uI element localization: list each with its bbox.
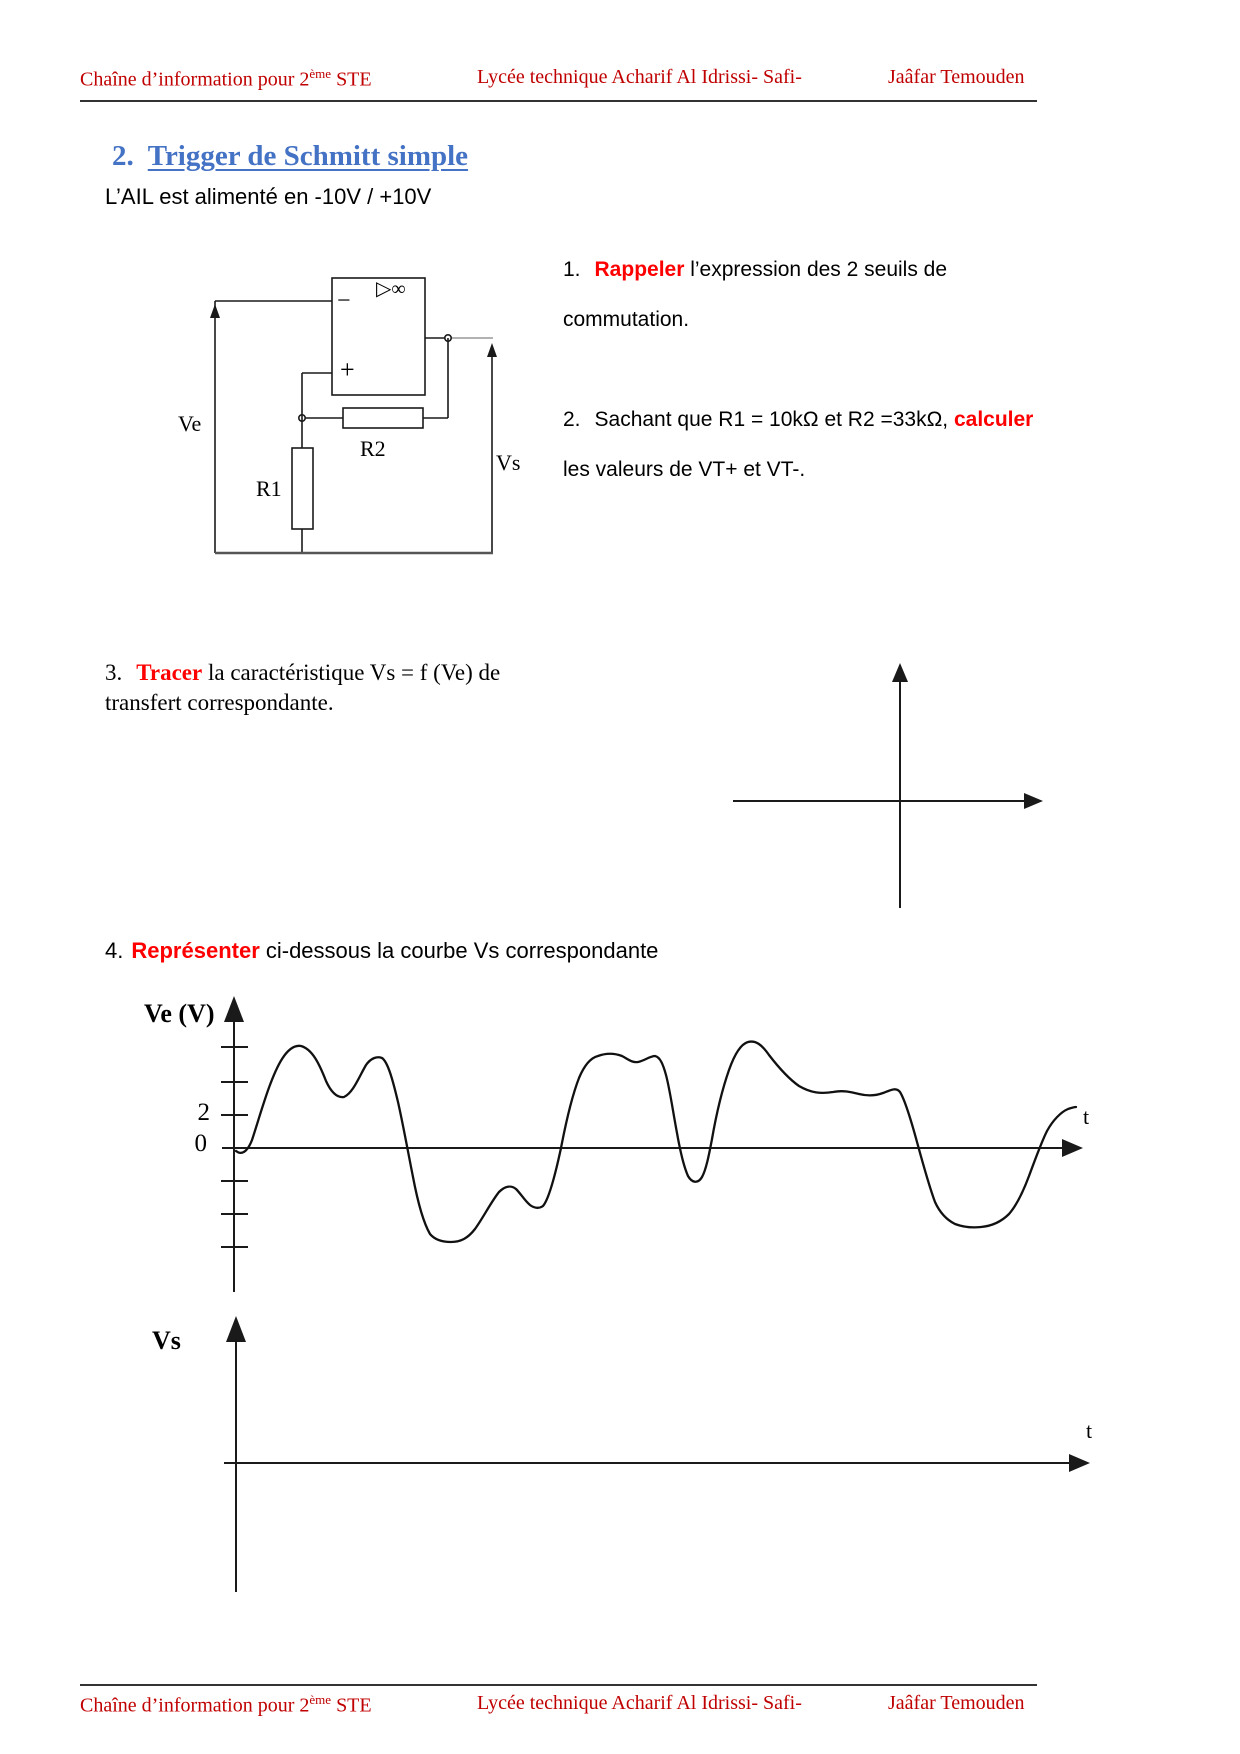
- question-2-line-1: [563, 408, 1033, 432]
- question-1-number: 1.: [563, 258, 581, 281]
- resistor-r2: [343, 408, 423, 428]
- footer-left-sup: ème: [309, 1692, 332, 1707]
- question-3-keyword: Tracer: [136, 660, 203, 685]
- opamp-circuit-diagram: [210, 278, 497, 553]
- vs-y-arrowhead: [226, 1316, 246, 1342]
- question-1-text: l’expression des 2 seuils de: [684, 258, 948, 281]
- r1-label: R1: [256, 476, 282, 501]
- header-left-main: Chaîne d’information pour 2: [80, 68, 310, 91]
- opamp-minus-label: −: [337, 288, 351, 314]
- ve-graph-t-label: t: [1083, 1104, 1090, 1129]
- question-3-line-2: transfert correspondante.: [105, 690, 334, 715]
- footer-center: Lycée technique Acharif Al Idrissi- Safi-: [477, 1692, 802, 1714]
- ve-graph-ylabel: Ve (V): [144, 999, 215, 1028]
- circuit-vs-label: Vs: [496, 450, 521, 475]
- question-1-line-2: commutation.: [563, 308, 690, 331]
- vs-time-graph: [224, 1316, 1093, 1592]
- vs-graph-t-label: t: [1086, 1418, 1093, 1443]
- r2-label: R2: [360, 436, 386, 461]
- ve-tick-label-0: 0: [194, 1130, 207, 1157]
- question-2-number: 2.: [563, 408, 581, 431]
- vs-arrowhead: [487, 343, 497, 357]
- transfer-characteristic-axes: [733, 663, 1043, 908]
- question-1-keyword: Rappeler: [594, 258, 685, 281]
- header-rule: [80, 100, 1037, 102]
- resistor-r1: [292, 448, 313, 529]
- header-left: [80, 66, 372, 92]
- question-3-line-1: [105, 660, 500, 686]
- opamp-plus-label: +: [340, 355, 355, 384]
- footer-right: Jaâfar Temouden: [888, 1692, 1025, 1714]
- ve-time-graph: [221, 996, 1083, 1292]
- ve-y-arrowhead: [224, 996, 244, 1022]
- section-title: [112, 140, 468, 173]
- footer-left: [80, 1692, 372, 1718]
- question-4-number: 4.: [105, 938, 124, 963]
- section-title-text: Trigger de Schmitt simple: [147, 140, 469, 172]
- ve-tick-label-2: 2: [197, 1099, 210, 1126]
- intro-line: L’AIL est alimenté en -10V / +10V: [105, 184, 432, 209]
- footer-left-tail: STE: [331, 1694, 372, 1717]
- question-4-keyword: Représenter: [131, 938, 260, 963]
- ve-waveform-curve: [236, 1042, 1076, 1242]
- question-3-number: 3.: [105, 660, 123, 685]
- question-1-line-1: [563, 258, 947, 282]
- ve-t-arrowhead: [1062, 1139, 1083, 1157]
- q3-right-arrowhead: [1024, 793, 1043, 809]
- question-2-line-2: les valeurs de VT+ et VT-.: [563, 458, 806, 481]
- question-2-text: Sachant que R1 = 10kΩ et R2 =33kΩ,: [594, 408, 954, 431]
- opamp-infinity-symbol: ▷∞: [376, 278, 406, 300]
- section-number: 2.: [112, 140, 134, 172]
- footer-left-main: Chaîne d’information pour 2: [80, 1694, 310, 1717]
- question-3-text: la caractéristique Vs = f (Ve) de: [202, 660, 501, 685]
- header-center: Lycée technique Acharif Al Idrissi- Safi-: [477, 66, 802, 88]
- vs-t-arrowhead: [1069, 1454, 1090, 1472]
- footer-rule: [80, 1684, 1037, 1686]
- vs-graph-ylabel: Vs: [152, 1326, 181, 1355]
- header-left-tail: STE: [331, 68, 372, 91]
- ve-arrowhead: [210, 304, 220, 318]
- question-2-keyword: calculer: [953, 408, 1034, 431]
- question-4-line: [105, 938, 658, 964]
- header-right: Jaâfar Temouden: [888, 66, 1025, 88]
- q3-up-arrowhead: [892, 663, 908, 682]
- circuit-ve-label: Ve: [178, 411, 202, 436]
- question-4-text: ci-dessous la courbe Vs correspondante: [259, 938, 659, 963]
- header-left-sup: ème: [309, 66, 332, 81]
